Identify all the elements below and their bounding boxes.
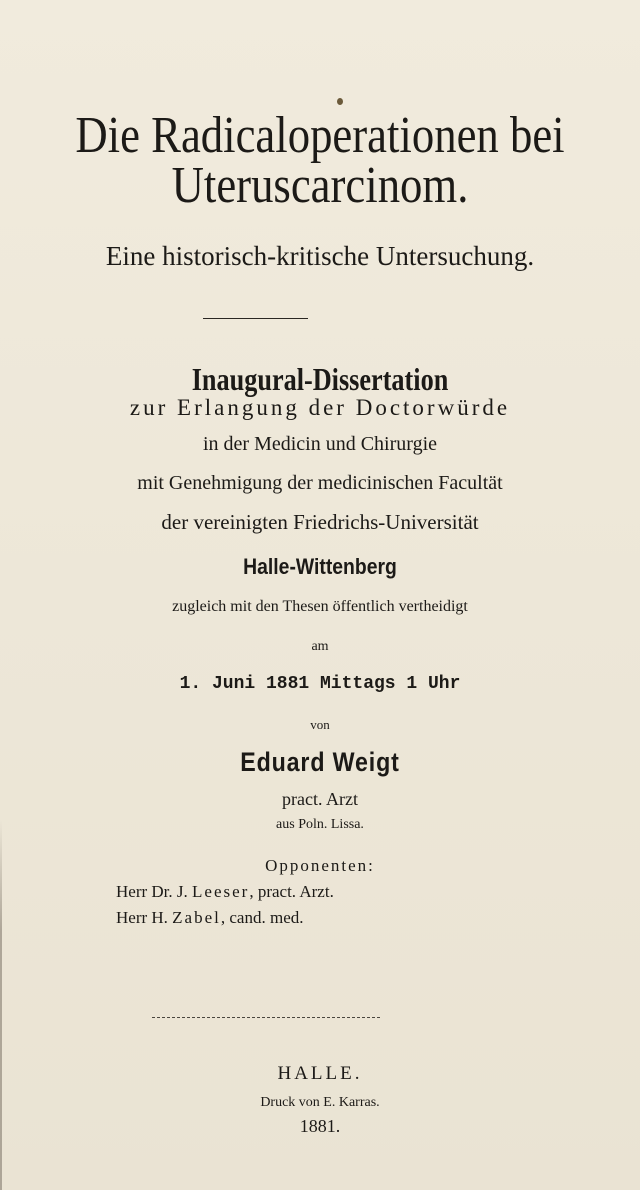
opponent-1-prefix: Herr Dr. J. <box>116 882 188 901</box>
opponent-2 <box>116 907 303 929</box>
opponent-1 <box>116 881 334 903</box>
opponents-heading: Opponenten: <box>265 856 375 875</box>
author-name: Eduard Weigt <box>240 747 400 777</box>
dissertation-heading: Inaugural-Dissertation <box>191 361 449 397</box>
opponent-1-suffix: , pract. Arzt. <box>249 882 334 901</box>
imprint-city: HALLE. <box>277 1063 363 1084</box>
opponent-1-name: Leeser <box>192 882 250 901</box>
subtitle: Eine historisch-kritische Untersuchung. <box>105 241 535 271</box>
title-divider <box>203 318 308 319</box>
author-origin: aus Poln. Lissa. <box>276 817 364 832</box>
approval-line: mit Genehmigung der medicinischen Facultät <box>137 472 503 494</box>
opponent-2-name: Zabel <box>172 908 221 927</box>
main-title-line-1: Die Radicaloperationen bei <box>75 107 565 164</box>
defense-date: 1. Juni 1881 Mittags 1 Uhr <box>179 674 461 694</box>
imprint-divider <box>152 1017 380 1018</box>
degree-line: zur Erlangung der Doctorwürde <box>129 395 511 420</box>
opponent-2-prefix: Herr H. <box>116 908 168 927</box>
main-title-line-2: Uteruscarcinom. <box>171 157 469 214</box>
ink-speck <box>337 98 343 105</box>
faculty-subject-line: in der Medicin und Chirurgie <box>202 433 438 455</box>
imprint-printer: Druck von E. Karras. <box>260 1095 380 1110</box>
am-line: am <box>311 639 329 654</box>
university-location: Halle-Wittenberg <box>243 554 397 579</box>
defense-line: zugleich mit den Thesen öffentlich vertheidigt <box>172 598 468 615</box>
von-line: von <box>310 717 330 732</box>
university-line: der vereinigten Friedrichs-Universität <box>161 510 479 534</box>
page-edge-shadow <box>0 820 2 1190</box>
author-title: pract. Arzt <box>282 789 358 809</box>
imprint-year: 1881. <box>299 1116 341 1136</box>
opponent-2-suffix: , cand. med. <box>220 908 304 927</box>
